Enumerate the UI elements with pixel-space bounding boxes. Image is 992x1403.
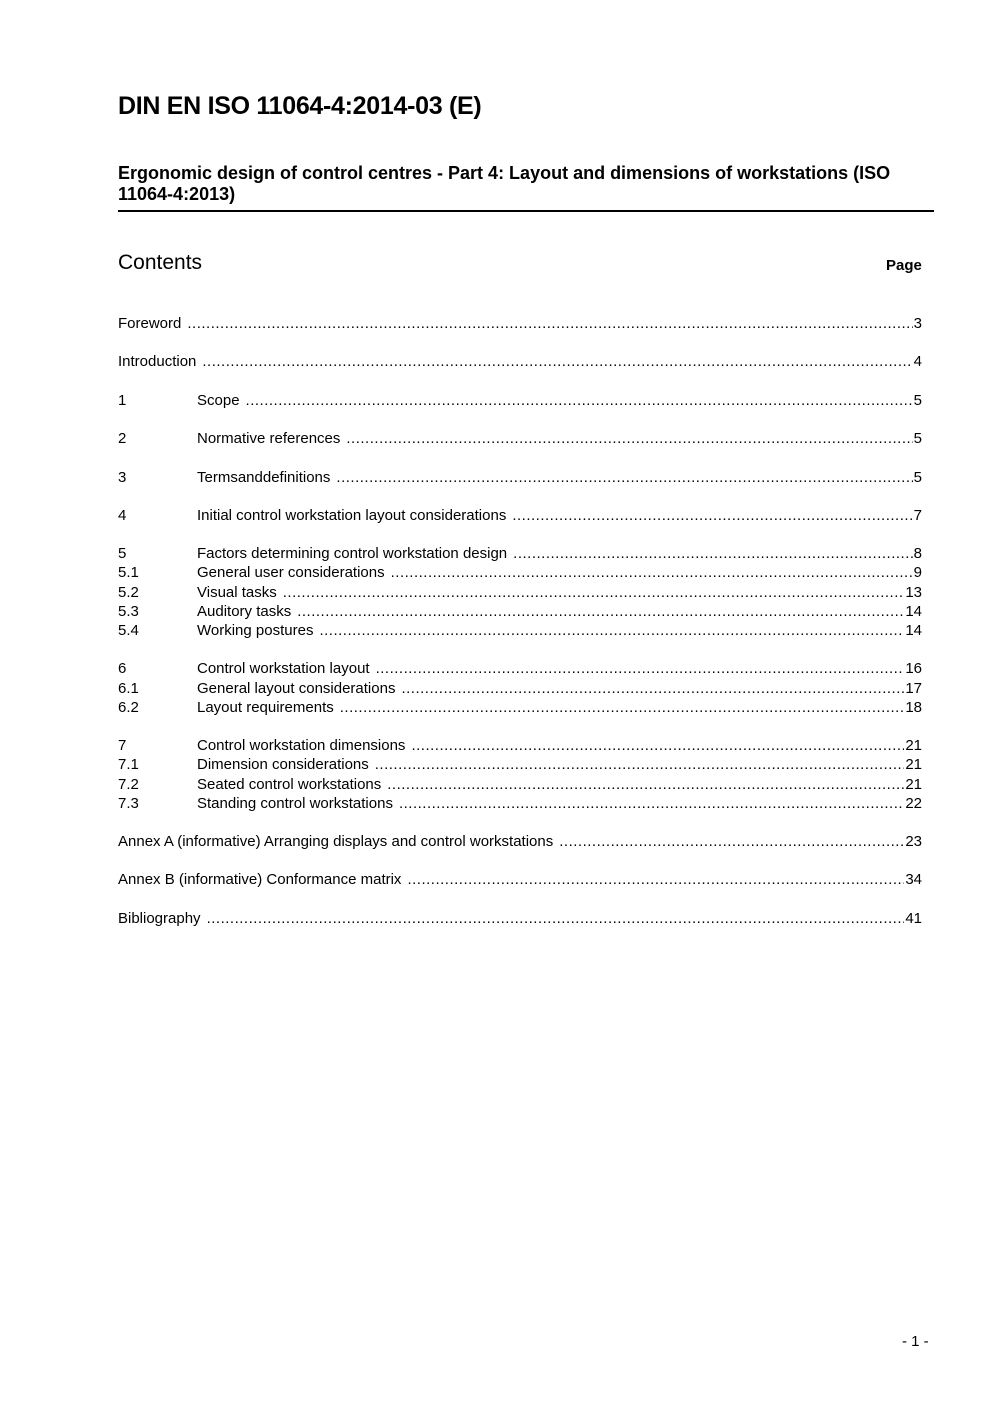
toc-dot-leader — [401, 679, 904, 698]
toc-entry[interactable] — [118, 506, 922, 525]
toc-entry[interactable] — [118, 832, 922, 851]
toc-dot-leader — [559, 832, 904, 851]
contents-heading: Contents — [118, 251, 203, 274]
toc-dot-leader — [375, 755, 905, 774]
toc-entry[interactable] — [118, 679, 922, 698]
toc-entry-number: 7.1 — [118, 756, 139, 774]
toc-dot-leader — [407, 870, 904, 889]
table-of-contents — [118, 314, 922, 928]
toc-entry-number: 6 — [118, 660, 127, 678]
toc-entry[interactable] — [118, 391, 922, 410]
toc-entry-page: 17 — [905, 679, 922, 697]
toc-entry-page: 5 — [913, 430, 922, 448]
toc-entry-title: Scope — [197, 391, 240, 409]
toc-entry-title: Introduction — [118, 353, 197, 371]
toc-entry-page: 14 — [905, 602, 922, 620]
toc-entry-page: 3 — [913, 315, 922, 332]
toc-entry-page: 4 — [913, 353, 922, 371]
toc-dot-leader — [207, 909, 905, 928]
toc-entry-number: 2 — [118, 430, 127, 448]
toc-entry-number: 3 — [118, 468, 127, 486]
toc-dot-leader — [297, 602, 904, 621]
toc-entry-page: 8 — [913, 545, 922, 563]
toc-entry-title: Dimension considerations — [197, 756, 369, 774]
toc-entry[interactable] — [118, 602, 922, 621]
footer-page-number: - 1 - — [902, 1333, 929, 1350]
toc-dot-leader — [411, 736, 904, 755]
toc-entry-page: 21 — [905, 775, 922, 793]
toc-dot-leader — [391, 563, 913, 582]
toc-entry-page: 21 — [905, 756, 922, 774]
toc-entry-page: 7 — [913, 506, 922, 524]
toc-entry-page: 22 — [905, 794, 922, 812]
toc-entry[interactable] — [118, 563, 922, 582]
toc-dot-leader — [399, 794, 904, 813]
toc-dot-leader — [202, 352, 912, 371]
toc-dot-leader — [283, 583, 905, 602]
toc-entry-number: 4 — [118, 506, 127, 524]
toc-entry-page: 18 — [905, 698, 922, 716]
toc-entry-title: Visual tasks — [197, 583, 277, 601]
toc-entry-title: Initial control workstation layout considerations — [197, 506, 507, 524]
toc-entry-page: 21 — [905, 737, 922, 755]
toc-entry-title: Auditory tasks — [197, 602, 292, 620]
toc-entry-number: 7 — [118, 737, 127, 755]
toc-dot-leader — [346, 429, 912, 448]
title-rule — [118, 210, 934, 212]
toc-entry[interactable] — [118, 755, 922, 774]
toc-entry[interactable] — [118, 870, 922, 889]
toc-entry-number: 7.2 — [118, 775, 139, 793]
toc-dot-leader — [340, 698, 905, 717]
toc-entry-page: 5 — [913, 391, 922, 409]
toc-entry-number: 5.3 — [118, 602, 139, 620]
page-column-label: Page — [886, 257, 922, 274]
toc-entry-page: 5 — [913, 468, 922, 486]
toc-entry-title: Termsanddefinitions — [197, 468, 331, 486]
toc-entry-number: 7.3 — [118, 794, 139, 812]
toc-entry[interactable] — [118, 314, 922, 333]
toc-entry-title: Standing control workstations — [197, 794, 393, 812]
toc-dot-leader — [512, 506, 912, 525]
toc-entry-title: Layout requirements — [197, 698, 334, 716]
toc-dot-leader — [246, 391, 913, 410]
toc-entry-page: 41 — [905, 909, 922, 927]
toc-entry-title: Bibliography — [118, 909, 201, 927]
toc-entry-title: Annex A (informative) Arranging displays and control workstations — [118, 833, 554, 851]
toc-entry[interactable] — [118, 621, 922, 640]
toc-entry-title: Working postures — [197, 622, 314, 639]
toc-dot-leader — [187, 314, 912, 333]
toc-entry-number: 5.2 — [118, 583, 139, 601]
toc-entry[interactable] — [118, 583, 922, 602]
toc-entry-title: Control workstation dimensions — [197, 737, 406, 755]
toc-entry-number: 6.1 — [118, 679, 139, 697]
toc-entry-title: Factors determining control workstation design — [197, 545, 508, 563]
toc-entry-page: 23 — [905, 833, 922, 851]
toc-entry[interactable] — [118, 659, 922, 678]
toc-entry-title: General layout considerations — [197, 679, 396, 697]
toc-entry[interactable] — [118, 429, 922, 448]
toc-entry[interactable] — [118, 775, 922, 794]
toc-entry-number: 5 — [118, 545, 127, 563]
toc-entry-page: 34 — [905, 871, 922, 889]
toc-entry-number: 6.2 — [118, 698, 139, 716]
toc-entry[interactable] — [118, 736, 922, 755]
toc-dot-leader — [319, 621, 904, 640]
toc-entry-page: 14 — [905, 622, 922, 639]
toc-entry-title: Control workstation layout — [197, 660, 370, 678]
toc-entry[interactable] — [118, 544, 922, 563]
document-subtitle: Ergonomic design of control centres - Part 4: Layout and dimensions of workstations (ISO 11064-4:2013) — [118, 163, 891, 204]
toc-entry-number: 5.1 — [118, 564, 139, 582]
toc-entry-page: 13 — [905, 583, 922, 601]
toc-entry[interactable] — [118, 352, 922, 371]
toc-entry-page: 16 — [905, 660, 922, 678]
toc-entry-title: Annex B (informative) Conformance matrix — [118, 871, 402, 889]
document-id: DIN EN ISO 11064-4:2014-03 (E) — [118, 92, 482, 120]
toc-entry-number: 5.4 — [118, 622, 139, 639]
toc-entry[interactable] — [118, 468, 922, 487]
toc-entry[interactable] — [118, 698, 922, 717]
toc-entry-title: Seated control workstations — [197, 775, 382, 793]
toc-dot-leader — [387, 775, 904, 794]
toc-dot-leader — [513, 544, 913, 563]
toc-dot-leader — [336, 468, 912, 487]
toc-entry-title: Normative references — [197, 430, 341, 448]
toc-dot-leader — [376, 659, 905, 678]
toc-entry-number: 1 — [118, 391, 127, 409]
toc-entry-title: Foreword — [118, 315, 182, 332]
toc-entry[interactable] — [118, 909, 922, 928]
toc-entry-title: General user considerations — [197, 564, 385, 582]
toc-entry[interactable] — [118, 794, 922, 813]
toc-entry-page: 9 — [913, 564, 922, 582]
